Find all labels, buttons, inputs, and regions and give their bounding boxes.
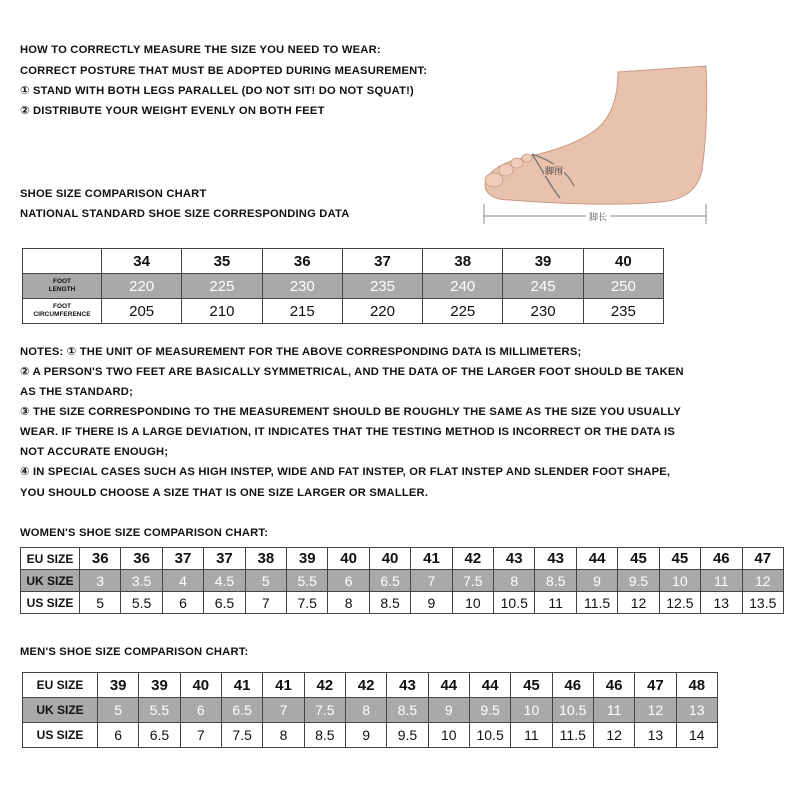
size-value-cell: 11.5 (552, 723, 593, 748)
size-value-cell: 38 (245, 548, 286, 570)
size-value-cell: 7.5 (304, 698, 345, 723)
length-cell: 230 (262, 274, 342, 299)
uk-size-label: UK SIZE (21, 570, 80, 592)
size-cell: 37 (342, 249, 422, 274)
size-value-cell: 10 (452, 592, 493, 614)
size-cell: 34 (102, 249, 182, 274)
size-value-cell: 11 (511, 723, 552, 748)
note-line-4: ③ THE SIZE CORRESPONDING TO THE MEASUREMENT SHOULD BE ROUGHLY THE SAME AS THE SIZE YOU USUALLY (20, 406, 682, 418)
size-value-cell: 37 (204, 548, 245, 570)
size-cell: 40 (583, 249, 663, 274)
size-value-cell: 7.5 (452, 570, 493, 592)
note-line-8: YOU SHOULD CHOOSE A SIZE THAT IS ONE SIZE LARGER OR SMALLER. (20, 487, 429, 499)
size-value-cell: 11.5 (576, 592, 617, 614)
size-value-cell: 9 (576, 570, 617, 592)
size-value-cell: 40 (328, 548, 369, 570)
size-value-cell: 48 (676, 673, 717, 698)
size-value-cell: 14 (676, 723, 717, 748)
note-line-3: AS THE STANDARD; (20, 386, 133, 398)
chart-heading-1: SHOE SIZE COMPARISON CHART (20, 188, 207, 200)
note-line-1: NOTES: ① THE UNIT OF MEASUREMENT FOR THE ABOVE CORRESPONDING DATA IS MILLIMETERS; (20, 346, 582, 358)
size-value-cell: 6.5 (139, 723, 180, 748)
mens-us-row (23, 723, 718, 748)
circumference-cell: 220 (342, 299, 422, 324)
intro-line-2: CORRECT POSTURE THAT MUST BE ADOPTED DURING MEASUREMENT: (20, 65, 428, 77)
size-cell: 39 (503, 249, 583, 274)
size-value-cell: 8 (345, 698, 386, 723)
size-value-cell: 43 (494, 548, 535, 570)
size-value-cell: 7 (245, 592, 286, 614)
circumference-cell: 230 (503, 299, 583, 324)
circumference-label: 脚围 (544, 167, 564, 177)
size-value-cell: 9.5 (618, 570, 659, 592)
foot-shape (485, 66, 707, 204)
size-value-cell: 6 (98, 723, 139, 748)
size-value-cell: 6.5 (369, 570, 410, 592)
size-value-cell: 9.5 (387, 723, 428, 748)
size-value-cell: 12 (635, 698, 676, 723)
size-value-cell: 13.5 (742, 592, 784, 614)
mens-eu-row (23, 673, 718, 698)
size-value-cell: 9 (411, 592, 452, 614)
intro-line-4: ② DISTRIBUTE YOUR WEIGHT EVENLY ON BOTH FEET (20, 105, 325, 117)
size-value-cell: 5.5 (121, 592, 162, 614)
note-line-7: ④ IN SPECIAL CASES SUCH AS HIGH INSTEP, WIDE AND FAT INSTEP, OR FLAT INSTEP AND SLENDER FOOT SHAPE, (20, 466, 671, 478)
size-value-cell: 6 (328, 570, 369, 592)
intro-line-1: HOW TO CORRECTLY MEASURE THE SIZE YOU NEED TO WEAR: (20, 44, 381, 56)
size-value-cell: 39 (139, 673, 180, 698)
size-value-cell: 10 (428, 723, 469, 748)
length-cell: 250 (583, 274, 663, 299)
size-value-cell: 39 (287, 548, 328, 570)
us-size-label: US SIZE (21, 592, 80, 614)
size-value-cell: 7.5 (287, 592, 328, 614)
womens-us-row (21, 592, 784, 614)
size-value-cell: 11 (701, 570, 742, 592)
size-value-cell: 40 (180, 673, 221, 698)
foot-circumference-row (23, 299, 664, 324)
size-value-cell: 7 (180, 723, 221, 748)
size-value-cell: 41 (263, 673, 304, 698)
size-value-cell: 5 (80, 592, 121, 614)
size-value-cell: 9 (428, 698, 469, 723)
size-value-cell: 46 (701, 548, 742, 570)
size-value-cell: 10.5 (469, 723, 510, 748)
size-value-cell: 13 (676, 698, 717, 723)
womens-chart-title: WOMEN'S SHOE SIZE COMPARISON CHART: (20, 527, 269, 539)
foot-length-row (23, 274, 664, 299)
size-value-cell: 45 (618, 548, 659, 570)
womens-size-table (20, 547, 784, 614)
size-value-cell: 42 (345, 673, 386, 698)
size-value-cell: 6.5 (204, 592, 245, 614)
size-value-cell: 45 (511, 673, 552, 698)
size-value-cell: 8 (494, 570, 535, 592)
us-size-label: US SIZE (23, 723, 98, 748)
size-value-cell: 8 (263, 723, 304, 748)
size-value-cell: 5.5 (287, 570, 328, 592)
size-value-cell: 12 (593, 723, 634, 748)
foot-circumference-label: FOOT CIRCUMFERENCE (23, 299, 102, 324)
size-value-cell: 6 (180, 698, 221, 723)
national-size-table (22, 248, 664, 324)
size-value-cell: 13 (701, 592, 742, 614)
size-cell: 36 (262, 249, 342, 274)
size-value-cell: 8.5 (387, 698, 428, 723)
size-value-cell: 43 (387, 673, 428, 698)
mens-chart-title: MEN'S SHOE SIZE COMPARISON CHART: (20, 646, 249, 658)
size-value-cell: 46 (593, 673, 634, 698)
size-value-cell: 6 (162, 592, 203, 614)
size-value-cell: 8.5 (304, 723, 345, 748)
size-value-cell: 9 (345, 723, 386, 748)
length-cell: 245 (503, 274, 583, 299)
circumference-cell: 225 (423, 299, 503, 324)
size-value-cell: 5 (245, 570, 286, 592)
note-line-6: NOT ACCURATE ENOUGH; (20, 446, 169, 458)
size-value-cell: 8.5 (535, 570, 576, 592)
size-value-cell: 4.5 (204, 570, 245, 592)
size-value-cell: 43 (535, 548, 576, 570)
size-value-cell: 7 (263, 698, 304, 723)
size-value-cell: 42 (304, 673, 345, 698)
size-value-cell: 13 (635, 723, 676, 748)
size-cell: 35 (182, 249, 262, 274)
size-value-cell: 3.5 (121, 570, 162, 592)
size-value-cell: 44 (428, 673, 469, 698)
size-value-cell: 10.5 (552, 698, 593, 723)
size-value-cell: 44 (469, 673, 510, 698)
circumference-cell: 235 (583, 299, 663, 324)
size-value-cell: 12.5 (659, 592, 700, 614)
size-value-cell: 40 (369, 548, 410, 570)
size-value-cell: 5.5 (139, 698, 180, 723)
size-value-cell: 36 (121, 548, 162, 570)
size-value-cell: 41 (221, 673, 262, 698)
uk-size-label: UK SIZE (23, 698, 98, 723)
womens-uk-row (21, 570, 784, 592)
length-cell: 225 (182, 274, 262, 299)
size-value-cell: 3 (80, 570, 121, 592)
foot-measurement-image (470, 62, 720, 230)
size-value-cell: 47 (635, 673, 676, 698)
mens-uk-row (23, 698, 718, 723)
size-value-cell: 9.5 (469, 698, 510, 723)
size-value-cell: 44 (576, 548, 617, 570)
size-value-cell: 10.5 (494, 592, 535, 614)
intro-line-3: ① STAND WITH BOTH LEGS PARALLEL (DO NOT SIT! DO NOT SQUAT!) (20, 85, 414, 97)
size-header-row (23, 249, 664, 274)
corner-cell (23, 249, 102, 274)
length-cell: 235 (342, 274, 422, 299)
size-value-cell: 11 (535, 592, 576, 614)
circumference-cell: 210 (182, 299, 262, 324)
size-value-cell: 10 (659, 570, 700, 592)
size-value-cell: 42 (452, 548, 493, 570)
size-value-cell: 41 (411, 548, 452, 570)
chart-heading-2: NATIONAL STANDARD SHOE SIZE CORRESPONDING DATA (20, 208, 350, 220)
eu-size-label: EU SIZE (21, 548, 80, 570)
mens-size-table (22, 672, 718, 748)
length-cell: 220 (102, 274, 182, 299)
size-value-cell: 46 (552, 673, 593, 698)
circumference-cell: 215 (262, 299, 342, 324)
size-value-cell: 12 (742, 570, 784, 592)
size-value-cell: 7 (411, 570, 452, 592)
size-value-cell: 8 (328, 592, 369, 614)
foot-length-label: FOOT LENGTH (23, 274, 102, 299)
size-value-cell: 45 (659, 548, 700, 570)
womens-eu-row (21, 548, 784, 570)
size-value-cell: 12 (618, 592, 659, 614)
eu-size-label: EU SIZE (23, 673, 98, 698)
size-cell: 38 (423, 249, 503, 274)
circumference-cell: 205 (102, 299, 182, 324)
size-value-cell: 8.5 (369, 592, 410, 614)
length-cell: 240 (423, 274, 503, 299)
size-value-cell: 6.5 (221, 698, 262, 723)
size-value-cell: 47 (742, 548, 784, 570)
size-value-cell: 39 (98, 673, 139, 698)
size-value-cell: 11 (593, 698, 634, 723)
note-line-5: WEAR. IF THERE IS A LARGE DEVIATION, IT INDICATES THAT THE TESTING METHOD IS INCORRECT OR THE DATA IS (20, 426, 675, 438)
length-label: 脚长 (588, 213, 608, 223)
size-value-cell: 36 (80, 548, 121, 570)
size-value-cell: 5 (98, 698, 139, 723)
note-line-2: ② A PERSON'S TWO FEET ARE BASICALLY SYMMETRICAL, AND THE DATA OF THE LARGER FOOT SHOULD BE TAKEN (20, 366, 684, 378)
size-value-cell: 7.5 (221, 723, 262, 748)
size-value-cell: 4 (162, 570, 203, 592)
size-value-cell: 37 (162, 548, 203, 570)
size-value-cell: 10 (511, 698, 552, 723)
